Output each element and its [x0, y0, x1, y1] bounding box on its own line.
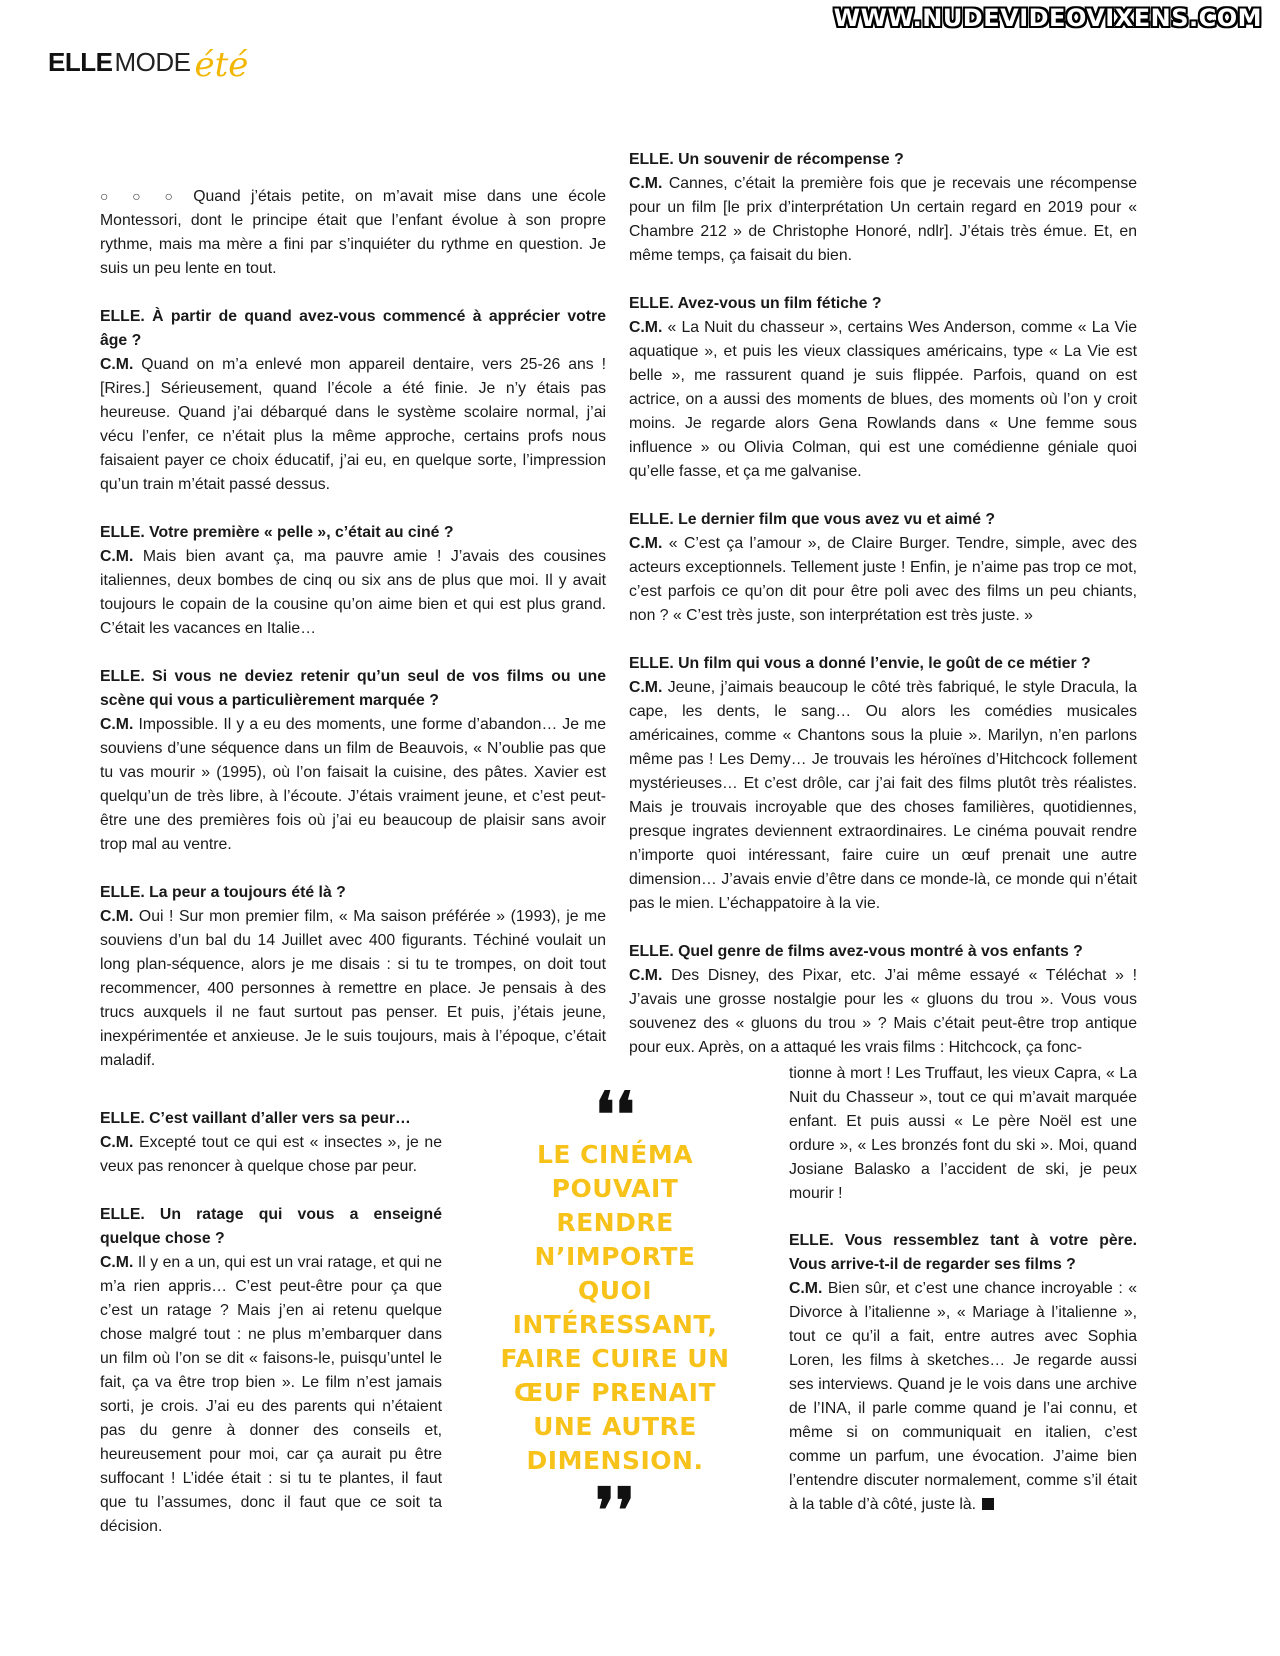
qa-block [629, 148, 1137, 268]
answer [629, 172, 1137, 268]
answer-text: « C’est ça l’amour », de Claire Burger. Tendre, simple, avec des acteurs exceptionnels. Tellement juste ! Enfin, je n’aime pas trop ce mot, c’est parfois ce qu’on dit pour être poli avec des films un peu chiants, non ? « C’est très juste, son interprétation est très juste. » [629, 535, 1137, 624]
qa-block [789, 1229, 1137, 1517]
question: ELLE. La peur a toujours été là ? [100, 884, 346, 901]
right-narrow-column [789, 1229, 1137, 1541]
qa-block [100, 1107, 442, 1179]
question: ELLE. C’est vaillant d’aller vers sa peur… [100, 1110, 411, 1127]
answer-text: Des Disney, des Pixar, etc. J’ai même essayé « Téléchat » ! J’avais une grosse nostalgie pour les « gluons du trou ». Vous vous souvenez des « gluons du trou » ? Mais c’était peut-être trop antique pour eux. Après, on a attaqué les vrais films : Hitchcock, ça fonc- [629, 967, 1138, 1056]
answer-prefix: C.M. [629, 175, 663, 192]
answer-prefix: C.M. [629, 967, 663, 984]
qa-block [100, 665, 606, 857]
right-column [629, 148, 1137, 1084]
answer [100, 353, 606, 497]
qa-block [629, 292, 1137, 484]
answer [100, 713, 606, 857]
answer-text: Impossible. Il y a eu des moments, une forme d’abandon… Je me souviens d’une séquence dans un film de Beauvois, « N’oublie pas que tu vas mourir » (1995), où l’on faisait la cuisine, des pâtes. Xavier est quelqu’un de très libre, à l’écoute. J’étais vraiment jeune, et c’est peut-être une des premières fois où j’ai eu beaucoup de plaisir sans avoir trop mal au ventre. [100, 716, 606, 853]
qa-block [629, 508, 1137, 628]
answer-text: Il y en a un, qui est un vrai ratage, et qui ne m’a rien appris… C’est peut-être pour ça que c’est un ratage ? Mais j’en ai retenu quelque chose malgré tout : ne plus m’embarquer dans un film où l’on se dit « faisons-le, puisqu’untel le fait, ça va être trop bien ». Le film n’est jamais sorti, je crois. J’ai eu des parents qui n’étaient pas du genre à donner des conseils et, heureusement pour moi, car ça aurait pu être suffocant ! L’idée était : si tu te plantes, il faut que tu l’assumes, donc il faut que ce soit ta décision. [100, 1254, 443, 1535]
question: ELLE. Vous ressemblez tant à votre père. Vous arrive-t-il de regarder ses films ? [789, 1232, 1137, 1273]
answer [789, 1277, 1137, 1517]
qa-block [629, 652, 1137, 916]
answer-continuation: tionne à mort ! Les Truffaut, les vieux Capra, « La Nuit du Chasseur », tout ce qui m’avait marquée enfant. Et puis aussi « Le père Noël est une ordure », « Les bronzés font du ski ». Moi, quand Josiane Balasko a l’accident de ski, je peux mourir ! [789, 1065, 1137, 1202]
answer [629, 964, 1137, 1060]
pullquote [498, 1078, 732, 1547]
question: ELLE. Si vous ne deviez retenir qu’un seul de vos films ou une scène qui vous a particulièrement marquée ? [100, 668, 606, 709]
answer-text: Mais bien avant ça, ma pauvre amie ! J’avais des cousines italiennes, deux bombes de cinq ou six ans de plus que moi. Il y avait toujours le copain de la cousine qu’on aime bien et qui est plus grand. C’était les vacances en Italie… [100, 548, 606, 637]
right-continuation [789, 1062, 1137, 1206]
answer-prefix: C.M. [100, 1134, 134, 1151]
answer [100, 545, 606, 641]
answer-prefix: C.M. [100, 356, 134, 373]
question: ELLE. Un ratage qui vous a enseigné quelque chose ? [100, 1206, 442, 1247]
answer [100, 1251, 442, 1539]
watermark-text: WWW.NUDEVIDEOVIXENS.COM [833, 4, 1262, 32]
masthead-brand: ELLE [48, 47, 113, 77]
question: ELLE. Un film qui vous a donné l’envie, le goût de ce métier ? [629, 655, 1091, 672]
question: ELLE. Votre première « pelle », c’était au ciné ? [100, 524, 454, 541]
answer-prefix: C.M. [629, 319, 663, 336]
answer-prefix: C.M. [100, 908, 134, 925]
answer-text: « La Nuit du chasseur », certains Wes Anderson, comme « La Vie aquatique », et puis les vieux classiques américains, type « La Vie est belle », me rassurent quand je suis flippée. Parfois, quand on est actrice, on a aussi des moments de blues, des moments où l’on y croit moins. Je regarde alors Gena Rowlands dans « Une femme sous influence » ou Olivia Colman, qui est une comédienne géniale quoi qu’elle fasse, et ça me galvanise. [629, 319, 1137, 480]
answer-text: Oui ! Sur mon premier film, « Ma saison préférée » (1993), je me souviens d’un bal du 14 Juillet avec 400 figurants. Téchiné voulait un long plan-séquence, alors je me disais : si tu te trompes, on doit tout recommencer, 400 personnes à remettre en place. Je pensais à des trucs auxquels il ne faut surtout pas penser. Et puis, j’étais jeune, inexpérimentée et anxieuse. Je le suis toujours, mais à l’époque, c’était maladif. [100, 908, 606, 1069]
answer-prefix: C.M. [629, 535, 663, 552]
masthead-section: MODE [114, 47, 191, 77]
left-narrow-column [100, 1107, 442, 1563]
answer-prefix: C.M. [789, 1280, 823, 1297]
intro-text: Quand j’étais petite, on m’avait mise dans une école Montessori, dont le principe était que l’enfant évolue à son propre rythme, mais ma mère a fini par s’inquiéter du rythme en question. Je suis un peu lente en tout. [100, 188, 607, 277]
left-column [100, 184, 606, 1097]
question: ELLE. Avez-vous un film fétiche ? [629, 295, 882, 312]
answer-prefix: C.M. [629, 679, 663, 696]
answer [100, 905, 606, 1073]
answer-prefix: C.M. [100, 1254, 134, 1271]
answer-prefix: C.M. [100, 716, 134, 733]
pullquote-text: LE CINÉMA POUVAIT RENDRE N’IMPORTE QUOI INTÉRESSANT, FAIRE CUIRE UN ŒUF PRENAIT UNE AUTRE DIMENSION. [500, 1140, 730, 1475]
answer-text: Excepté tout ce qui est « insectes », je ne veux pas renoncer à quelque chose par peur. [100, 1134, 443, 1175]
section-dots: ○ ○ ○ [100, 188, 183, 204]
answer [629, 316, 1137, 484]
qa-block [100, 305, 606, 497]
answer-text: Jeune, j’aimais beaucoup le côté très fabriqué, le style Dracula, la cape, les dents, le sang… Ou alors les comédies musicales américaines, comme « Chantons sous la pluie ». Marilyn, n’en parlons même pas ! Les Demy… Je trouvais les héroïnes d’Hitchcock follement mystérieuses… Et c’est drôle, car j’ai fait des films plutôt très réalistes. Mais je trouvais incroyable que des choses familières, quotidiennes, presque ingrates deviennent extraordinaires. Le cinéma pouvait rendre n’importe quoi intéressant, faire cuire un œuf prenait une autre dimension… J’avais envie d’être dans ce monde-là, ce monde qui n’était pas le mien. L’échappatoire à la vie. [629, 679, 1137, 912]
answer [100, 1131, 442, 1179]
end-of-article-mark [982, 1498, 994, 1510]
masthead [48, 38, 249, 85]
answer [629, 676, 1137, 916]
qa-block [100, 1203, 442, 1539]
qa-block [100, 521, 606, 641]
intro-paragraph [100, 184, 606, 281]
close-quote-icon: ❜❜ [595, 1474, 635, 1547]
answer-prefix: C.M. [100, 548, 134, 565]
qa-block [100, 881, 606, 1073]
open-quote-icon: ❛❛ [595, 1078, 635, 1151]
question: ELLE. Le dernier film que vous avez vu et aimé ? [629, 511, 996, 528]
answer-text: Quand on m’a enlevé mon appareil dentaire, vers 25-26 ans ! [Rires.] Sérieusement, quand l’école a été finie. Je n’y étais pas heureuse. Quand j’ai débarqué dans le système scolaire normal, j’ai vécu l’enfer, ce n’était plus la même approche, certains profs nous faisaient payer ce choix éducatif, j’ai eu, en quelque sorte, l’impression qu’un train m’était passé dessus. [100, 356, 606, 493]
qa-block [629, 940, 1137, 1060]
answer [629, 532, 1137, 628]
question: ELLE. Un souvenir de récompense ? [629, 151, 904, 168]
masthead-season: été [194, 45, 249, 85]
answer-text: Bien sûr, et c’est une chance incroyable : « Divorce à l’italienne », « Mariage à l’italienne », tout ce qu’il a fait, entre autres avec Sophia Loren, les films à sketches… Je regarde aussi ses interviews. Quand je le vois dans une archive de l’INA, il parle comme quand je l’ai connu, et même si on communiquait en italien, c’est comme un parfum, une évocation. J’aime bien l’entendre discuter normalement, comme s’il était à la table d’à côté, juste là. [789, 1280, 1137, 1513]
question: ELLE. Quel genre de films avez-vous montré à vos enfants ? [629, 943, 1083, 960]
question: ELLE. À partir de quand avez-vous commencé à apprécier votre âge ? [100, 308, 606, 349]
answer-text: Cannes, c’était la première fois que je recevais une récompense pour un film [le prix d’interprétation Un certain regard en 2019 pour « Chambre 212 » de Christophe Honoré, ndlr]. J’étais très émue. Et, en même temps, ça faisait du bien. [629, 175, 1138, 264]
